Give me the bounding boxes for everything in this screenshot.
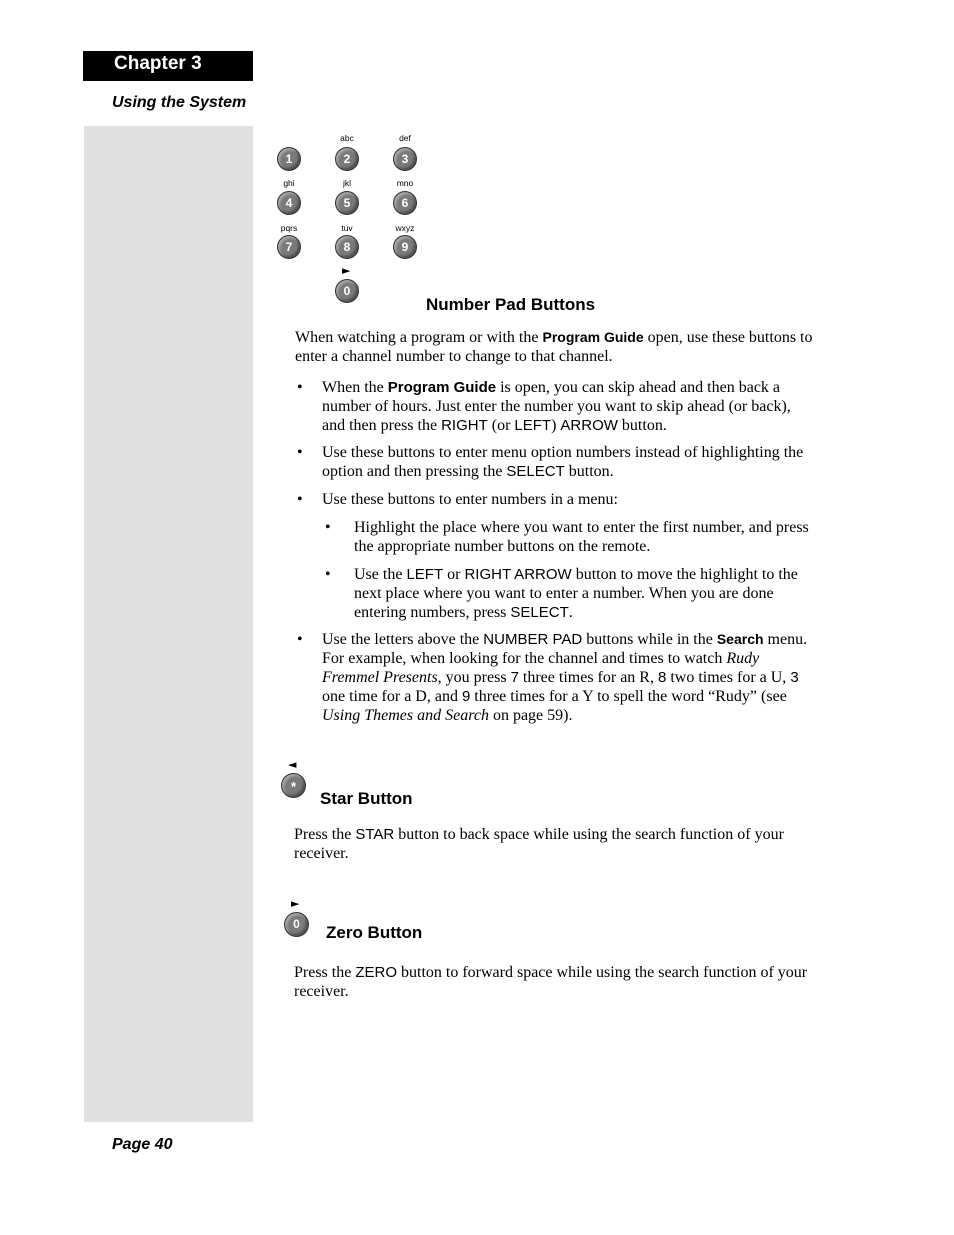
forward-arrow-icon: ► <box>342 264 351 277</box>
key-4-letters: ghi <box>283 178 295 188</box>
bullet-marker: • <box>297 491 303 508</box>
key-0-icon: 0 <box>335 279 359 303</box>
bullet-marker: • <box>297 631 303 648</box>
sub-bullet-arrows: Use the LEFT or RIGHT ARROW button to move the highlight to the next place where you want to enter a number. When you are done entering numbers, press SELECT. <box>354 566 798 621</box>
key-9-letters: wxyz <box>395 223 415 233</box>
zero-button-heading: Zero Button <box>326 923 423 942</box>
number-pad-intro: When watching a program or with the Program Guide open, use these buttons to enter a channel number to change to that channel. <box>295 329 813 365</box>
key-2-letters: abc <box>340 133 354 143</box>
key-5-letters: jkl <box>342 178 352 188</box>
chapter-tab: Chapter 3 <box>83 51 253 81</box>
key-5-icon: 5 <box>335 191 359 215</box>
forward-arrow-icon: ► <box>291 897 300 910</box>
key-3-icon: 3 <box>393 147 417 171</box>
key-8-letters: tuv <box>341 223 353 233</box>
bullet-program-guide: When the Program Guide is open, you can skip ahead and then back a number of hours. Just enter the number you want to skip ahead (or back), and then press the RIGHT (or LEFT) ARROW button. <box>322 379 791 434</box>
zero-button-description: Press the ZERO button to forward space while using the search function of your receiver. <box>294 964 808 1000</box>
key-2-icon: 2 <box>335 147 359 171</box>
bullet-letters-search: Use the letters above the NUMBER PAD buttons while in the Search menu. For example, when looking for the channel and times to watch Rudy Fremmel Presents, you press 7 three times for an R, 8 two times for a U, 3 one time for a D, and 9 three times for a Y to spell the word “Rudy” (see Using Themes and Search on page 59). <box>322 631 808 724</box>
number-pad-heading: Number Pad Buttons <box>426 295 596 314</box>
bullet-marker: • <box>297 379 303 396</box>
key-1-icon: 1 <box>277 147 301 171</box>
bullet-marker: • <box>297 444 303 461</box>
key-9-icon: 9 <box>393 235 417 259</box>
page-number: Page 40 <box>112 1136 173 1153</box>
zero-key-icon: 0 <box>284 912 309 937</box>
key-6-letters: mno <box>396 178 414 188</box>
section-title: Using the System <box>112 94 247 111</box>
sub-bullet-marker: • <box>325 566 331 583</box>
key-4-icon: 4 <box>277 191 301 215</box>
key-7-icon: 7 <box>277 235 301 259</box>
key-3-letters: def <box>399 133 411 143</box>
sidebar-margin <box>84 126 253 1122</box>
bullet-menu-options: Use these buttons to enter menu option numbers instead of highlighting the option and then pressing the SELECT button. <box>322 444 804 480</box>
sub-bullet-marker: • <box>325 519 331 536</box>
key-7-letters: pqrs <box>280 223 298 233</box>
bullet-enter-numbers: Use these buttons to enter numbers in a menu: <box>322 491 618 508</box>
key-8-icon: 8 <box>335 235 359 259</box>
star-button-description: Press the STAR button to back space while using the search function of your receiver. <box>294 826 784 862</box>
sub-bullet-highlight: Highlight the place where you want to enter the first number, and press the appropriate number buttons on the remote. <box>354 519 809 555</box>
key-6-icon: 6 <box>393 191 417 215</box>
star-key-icon: * <box>281 773 306 798</box>
star-button-heading: Star Button <box>320 789 413 808</box>
back-arrow-icon: ◄ <box>288 758 297 771</box>
